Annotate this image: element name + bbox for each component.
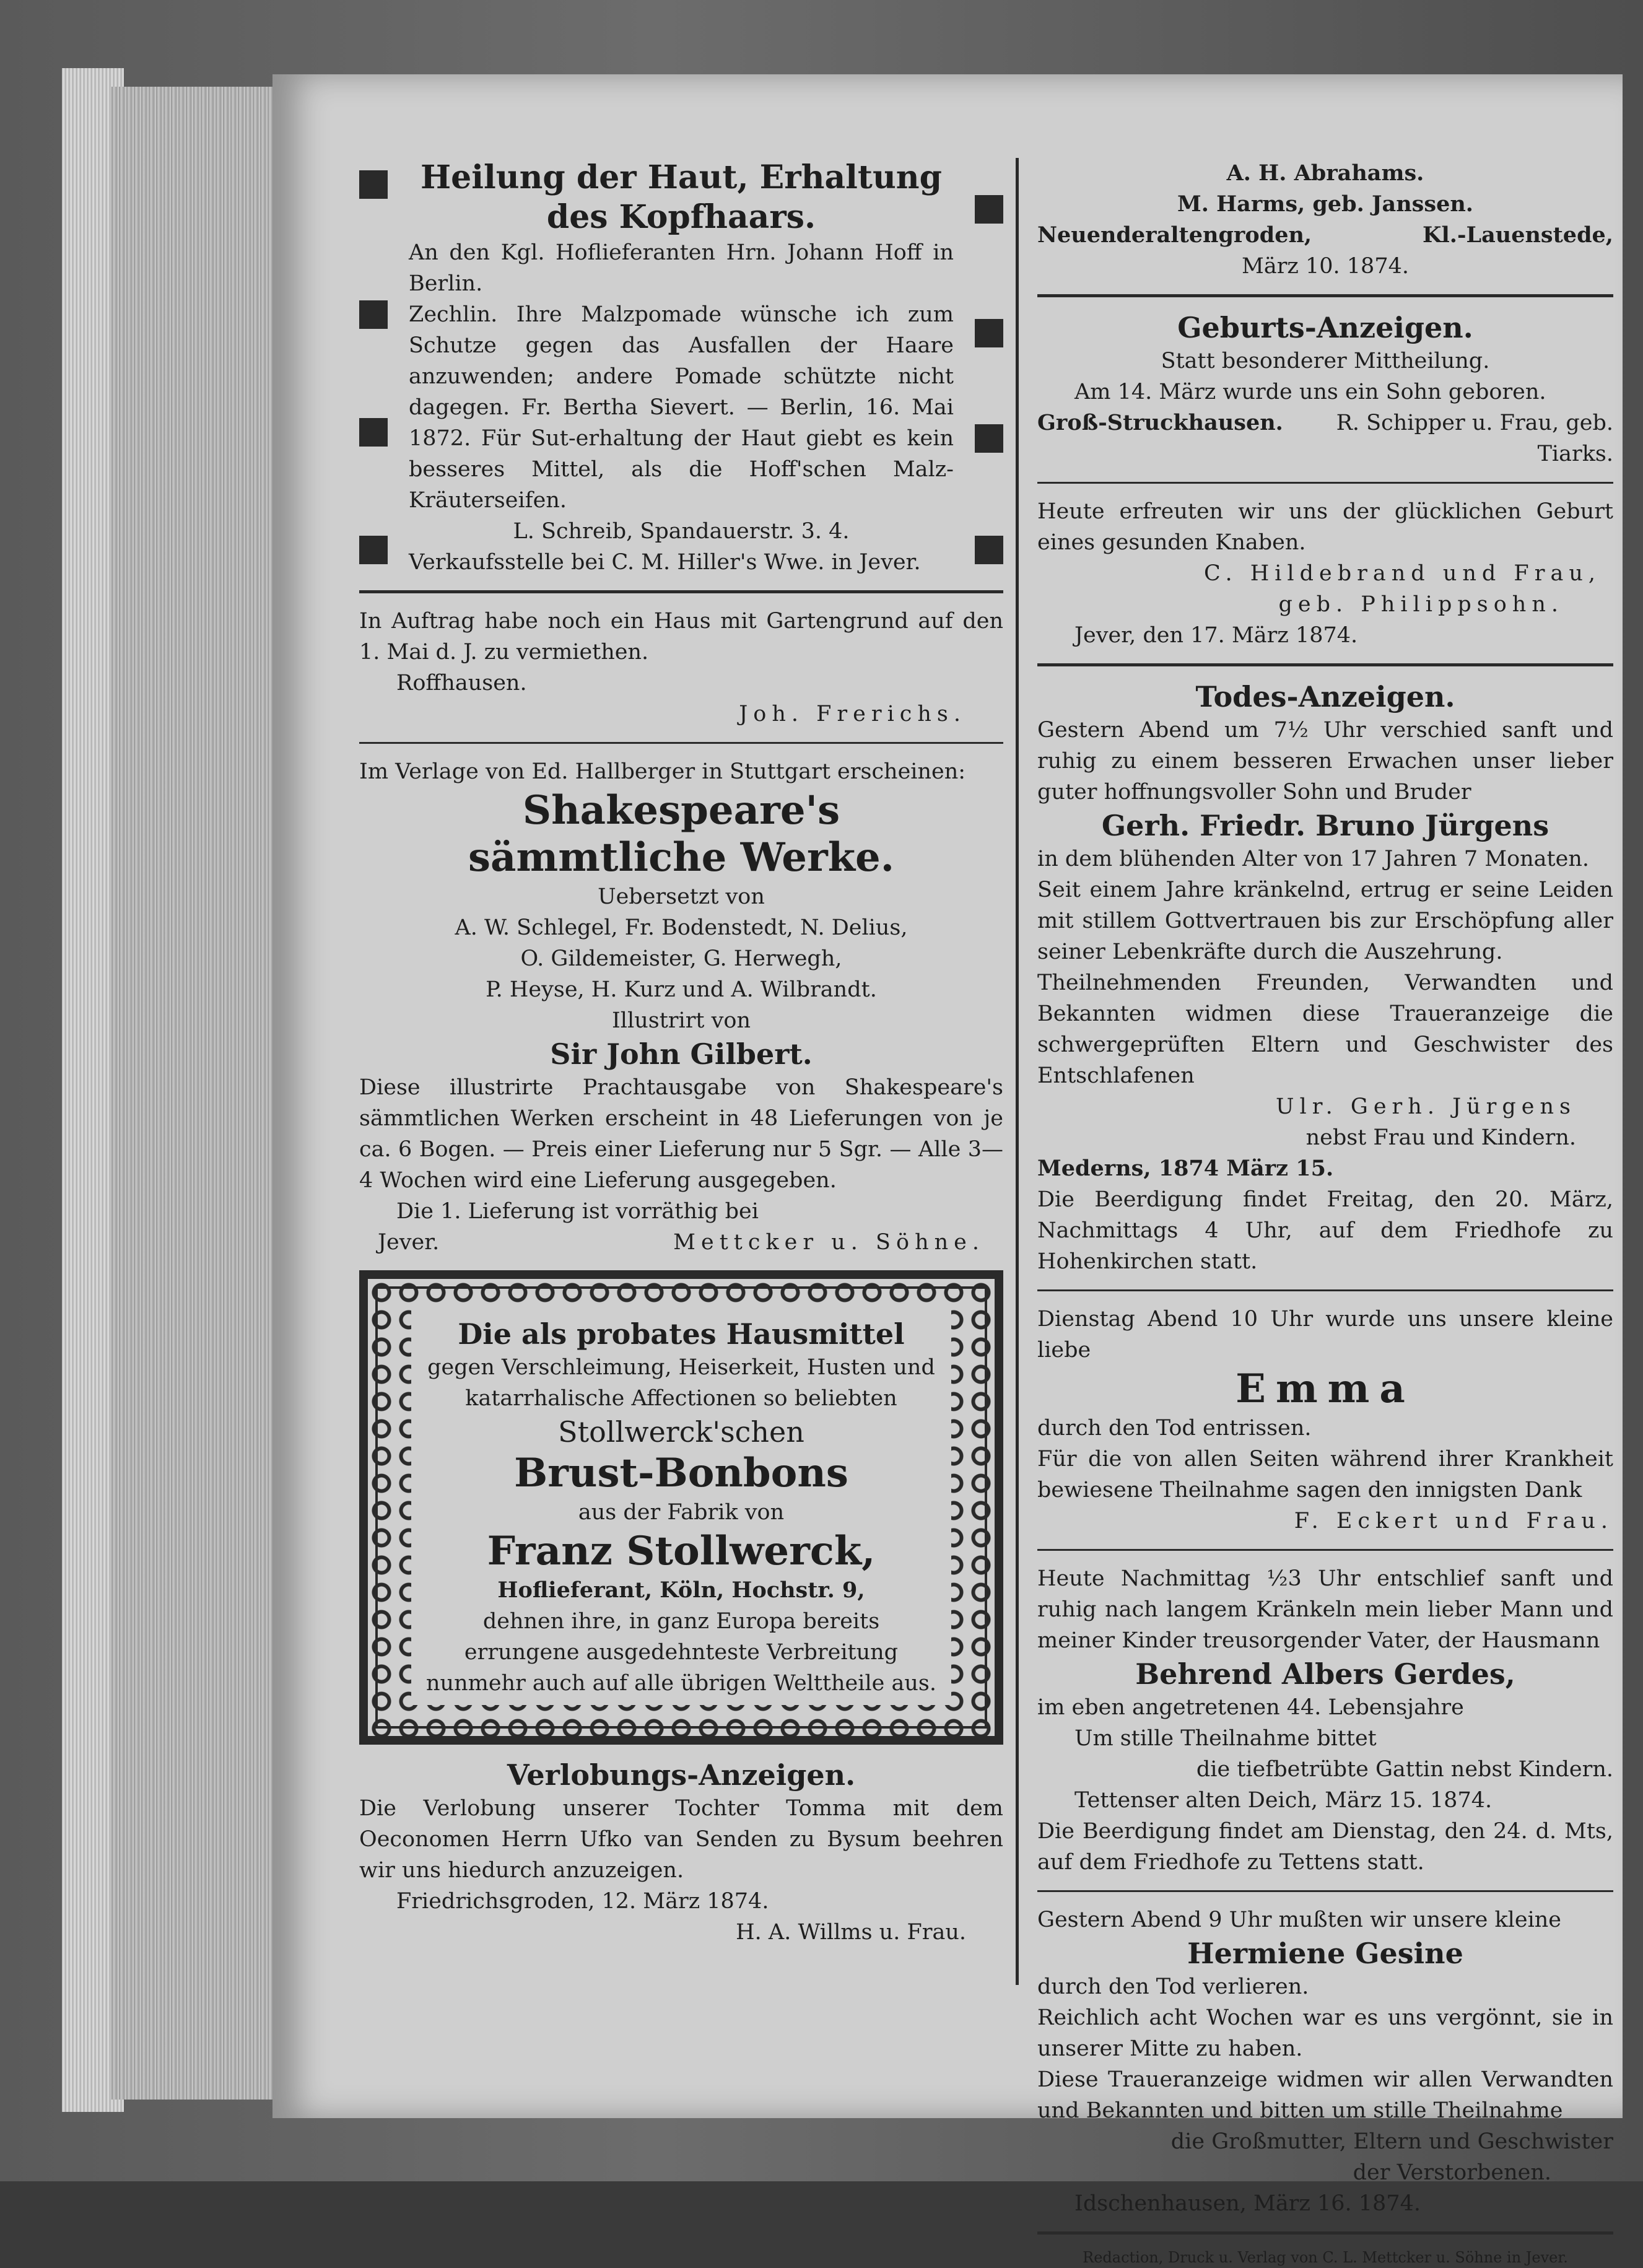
square-ornament-icon — [359, 170, 388, 199]
verlobung — [359, 1757, 1003, 1948]
tod-a2-signature: F. Eckert und Frau. — [1294, 1509, 1613, 1533]
shakespeare-title: Shakespeare's — [522, 787, 840, 834]
divider — [1037, 1549, 1613, 1551]
tod-a3-body: Heute Nachmittag ½3 Uhr entschlief sanft und ruhig nach langem Kränkeln mein lieber Mann und meiner Kinder treusorgender Vater, der Hausmann — [1037, 1566, 1613, 1653]
verlobung-signature: H. A. Willms u. Frau. — [736, 1920, 966, 1945]
divider — [1037, 294, 1613, 297]
stollwerck-line2: gegen Verschleimung, Heiserkeit, Husten und katarrhalische Affectionen so beliebten — [427, 1355, 935, 1411]
translators-label: Uebersetzt von — [598, 884, 765, 909]
tod-a4-signature2: der Verstorbenen. — [1353, 2160, 1551, 2185]
divider — [359, 590, 1003, 593]
tod-a4-body3: Reichlich acht Wochen war es uns vergönnt, sie in unserer Mitte zu haben. — [1037, 2005, 1613, 2061]
divider — [1037, 1289, 1613, 1291]
right-column — [1037, 158, 1613, 2266]
tod-a2-name: Emma — [1236, 1366, 1415, 1412]
divider — [1037, 1890, 1613, 1892]
heilung-sales: Verkaufsstelle bei C. M. Hiller's Wwe. in Jever. — [409, 550, 921, 575]
haus-place: Roffhausen. — [396, 671, 527, 696]
tod-a3-signature: die tiefbetrübte Gattin nebst Kindern. — [1196, 1757, 1613, 1782]
heilung-addressee: An den Kgl. Hoflieferanten Hrn. Johann Hoff in Berlin. — [409, 240, 954, 296]
tod-a1-name: Gerh. Friedr. Bruno Jürgens — [1101, 809, 1549, 842]
geburt-place1: Groß-Struckhausen. — [1037, 410, 1283, 435]
tod-a2-body: Dienstag Abend 10 Uhr wurde uns unsere kleine liebe — [1037, 1307, 1613, 1363]
stollwerck-line3: Stollwerck'schen — [558, 1415, 804, 1449]
imprint-footer: Redaction, Druck u. Verlag von C. L. Mettcker u. Söhne in Jever. — [1083, 2249, 1568, 2266]
geburt-heading: Geburts-Anzeigen. — [1177, 311, 1473, 344]
divider — [1037, 2231, 1613, 2235]
haus-body: In Auftrag habe noch ein Haus mit Gartengrund auf den 1. Mai d. J. zu vermiethen. — [359, 609, 1003, 665]
divider — [1037, 663, 1613, 666]
tod-a1-age: in dem blühenden Alter von 17 Jahren 7 Monaten. — [1037, 847, 1589, 871]
verlobung-place: Friedrichsgroden, 12. März 1874. — [396, 1889, 769, 1914]
stollwerck-line1: Die als probates Hausmittel — [458, 1317, 905, 1351]
tod-a4-body2: durch den Tod verlieren. — [1037, 1974, 1309, 1999]
stollwerck-product: Brust-Bonbons — [514, 1450, 848, 1496]
tod-a3-burial: Die Beerdigung findet am Dienstag, den 24. d. Mts, auf dem Friedhofe zu Tettens statt. — [1037, 1819, 1613, 1875]
shakespeare-place: Jever. — [378, 1230, 440, 1255]
tod-heading: Todes-Anzeigen. — [1195, 680, 1455, 713]
square-ornament-icon — [975, 424, 1003, 453]
tod-a1-burial: Die Beerdigung findet Freitag, den 20. März, Nachmittags 4 Uhr, auf dem Friedhofe zu Hohenkirchen statt. — [1037, 1187, 1613, 1274]
shakespeare-subtitle: sämmtliche Werke. — [468, 834, 895, 881]
shakespeare-desc: Diese illustrirte Prachtausgabe von Shakespeare's sämmtlichen Werken erscheint in 48 Lieferungen von je ca. 6 Bogen. — Preis einer Lieferung nur 5 Sgr. — Alle 3—4 Wochen wird eine Lieferung ausgegeben. — [359, 1075, 1003, 1193]
shakespeare-intro: Im Verlage von Ed. Hallberger in Stuttgart erscheinen: — [359, 759, 966, 784]
square-ornament-icon — [975, 195, 1003, 224]
ad-haus — [359, 606, 1003, 730]
geburt-signature2a: C. Hildebrand und Frau, — [1203, 561, 1601, 586]
tod-a2-thanks: Für die von allen Seiten während ihrer Krankheit bewiesene Theilnahme sagen den innigsten Dank — [1037, 1447, 1613, 1503]
tod-a4-signature1: die Großmutter, Eltern und Geschwister — [1170, 2129, 1613, 2154]
tod-a3-name: Behrend Albers Gerdes, — [1135, 1657, 1515, 1691]
square-ornament-icon — [359, 300, 388, 329]
divider — [359, 742, 1003, 744]
stollwerck-body: dehnen ihre, in ganz Europa bereits errungene ausgedehnteste Verbreitung nunmehr auch auf alle übrigen Welttheile aus. — [426, 1609, 936, 1696]
stollwerck-from: aus der Fabrik von — [578, 1500, 785, 1525]
geburt-section — [1037, 310, 1613, 651]
tod-a4-body: Gestern Abend 9 Uhr mußten wir unsere kleine — [1037, 1908, 1562, 1932]
translators-line: O. Gildemeister, G. Herwegh, — [520, 946, 842, 971]
abrahams-place1: Neuenderaltengroden, — [1037, 222, 1312, 248]
page-edges — [111, 87, 272, 2100]
heilung-title: Heilung der Haut, Erhaltung des Kopfhaars. — [421, 159, 942, 236]
heilung-body: Zechlin. Ihre Malzpomade wünsche ich zum Schutze gegen das Ausfallen der Haare anzuwenden; andere Pomade schützte nicht dagegen. Fr. Bertha Sievert. — Berlin, 16. Mai 1872. Für Sut-erhaltung der Haut giebt es kein besseres Mittel, als die Hoff'schen Malz-Kräuterseifen. — [409, 302, 954, 513]
abrahams-place2: Kl.-Lauenstede, — [1423, 222, 1613, 248]
tod-a1-body3: Theilnehmenden Freunden, Verwandten und Bekannten widmen diese Traueranzeige die schwergeprüften Eltern und Geschwister des Entschlafenen — [1037, 970, 1613, 1088]
tod-a1-body: Gestern Abend um 7½ Uhr verschied sanft und ruhig zu einem besseren Erwachen unser lieber guter hoffnungsvoller Sohn und Bruder — [1037, 718, 1613, 805]
verlobung-body: Die Verlobung unserer Tochter Tomma mit dem Oeconomen Herrn Ufko van Senden zu Bysum beehren wir uns hiedurch anzuzeigen. — [359, 1796, 1003, 1883]
tod-a4-place: Idschenhausen, März 16. 1874. — [1074, 2191, 1421, 2216]
abrahams-name2: M. Harms, geb. Janssen. — [1177, 191, 1473, 217]
tod-a3-age: im eben angetretenen 44. Lebensjahre — [1037, 1695, 1464, 1720]
shakespeare-avail: Die 1. Lieferung ist vorräthig bei — [396, 1199, 759, 1224]
tod-a2-body2: durch den Tod entrissen. — [1037, 1416, 1312, 1441]
geburt-signature1: R. Schipper u. Frau, geb. Tiarks. — [1336, 411, 1613, 466]
geburt-signature2b: geb. Philippsohn. — [1278, 592, 1564, 617]
illustrator-name: Sir John Gilbert. — [550, 1037, 813, 1071]
tod-a1-body2: Seit einem Jahre kränkelnd, ertrug er seine Leiden mit stillem Gottvertrauen bis zur Erschöpfung aller seiner Lebenkräfte durch die Auszehrung. — [1037, 878, 1613, 964]
geburt-date2: Jever, den 17. März 1874. — [1074, 623, 1358, 648]
tod-a1-signature2: nebst Frau und Kindern. — [1305, 1125, 1576, 1150]
translators-line: P. Heyse, H. Kurz und A. Wilbrandt. — [486, 977, 877, 1002]
ad-stollwerck — [359, 1270, 1003, 1745]
column-divider — [1016, 158, 1019, 1985]
translators-line: A. W. Schlegel, Fr. Bodenstedt, N. Delius, — [455, 915, 908, 940]
verlobung-heading: Verlobungs-Anzeigen. — [507, 1758, 856, 1792]
abrahams-date: März 10. 1874. — [1242, 254, 1409, 279]
geburt-body1: Am 14. März wurde uns ein Sohn geboren. — [1074, 380, 1546, 404]
tod-a1-place: Mederns, 1874 März 15. — [1037, 1156, 1334, 1181]
ad-heilung — [359, 158, 1003, 578]
geburt-body2: Heute erfreuten wir uns der glücklichen Geburt eines gesunden Knaben. — [1037, 499, 1613, 555]
left-column — [359, 158, 1003, 2028]
stollwerck-address: Hoflieferant, Köln, Hochstr. 9, — [497, 1577, 865, 1603]
tod-a4-name: Hermiene Gesine — [1187, 1937, 1463, 1970]
stollwerck-maker: Franz Stollwerck, — [487, 1528, 876, 1574]
divider — [1037, 482, 1613, 484]
square-ornament-icon — [359, 536, 388, 564]
tod-a3-place: Tettenser alten Deich, März 15. 1874. — [1074, 1788, 1493, 1813]
square-ornament-icon — [975, 319, 1003, 347]
tod-a1-signature1: Ulr. Gerh. Jürgens — [1276, 1094, 1576, 1119]
illustrator-label: Illustrirt von — [611, 1008, 751, 1033]
heilung-signature: L. Schreib, Spandauerstr. 3. 4. — [513, 519, 850, 544]
abrahams-notice — [1037, 158, 1613, 282]
ad-shakespeare — [359, 756, 1003, 1258]
geburt-note: Statt besonderer Mittheilung. — [1161, 349, 1490, 373]
square-ornament-icon — [359, 418, 388, 447]
shakespeare-seller: Mettcker u. Söhne. — [673, 1230, 985, 1255]
tod-a3-ask: Um stille Theilnahme bittet — [1074, 1726, 1377, 1751]
abrahams-name1: A. H. Abrahams. — [1226, 160, 1424, 186]
haus-signature: Joh. Frerichs. — [739, 702, 966, 726]
tod-section — [1037, 679, 1613, 2219]
tod-a4-body4: Diese Traueranzeige widmen wir allen Verwandten und Bekannten und bitten um stille Theilnahme — [1037, 2067, 1613, 2123]
square-ornament-icon — [975, 536, 1003, 564]
